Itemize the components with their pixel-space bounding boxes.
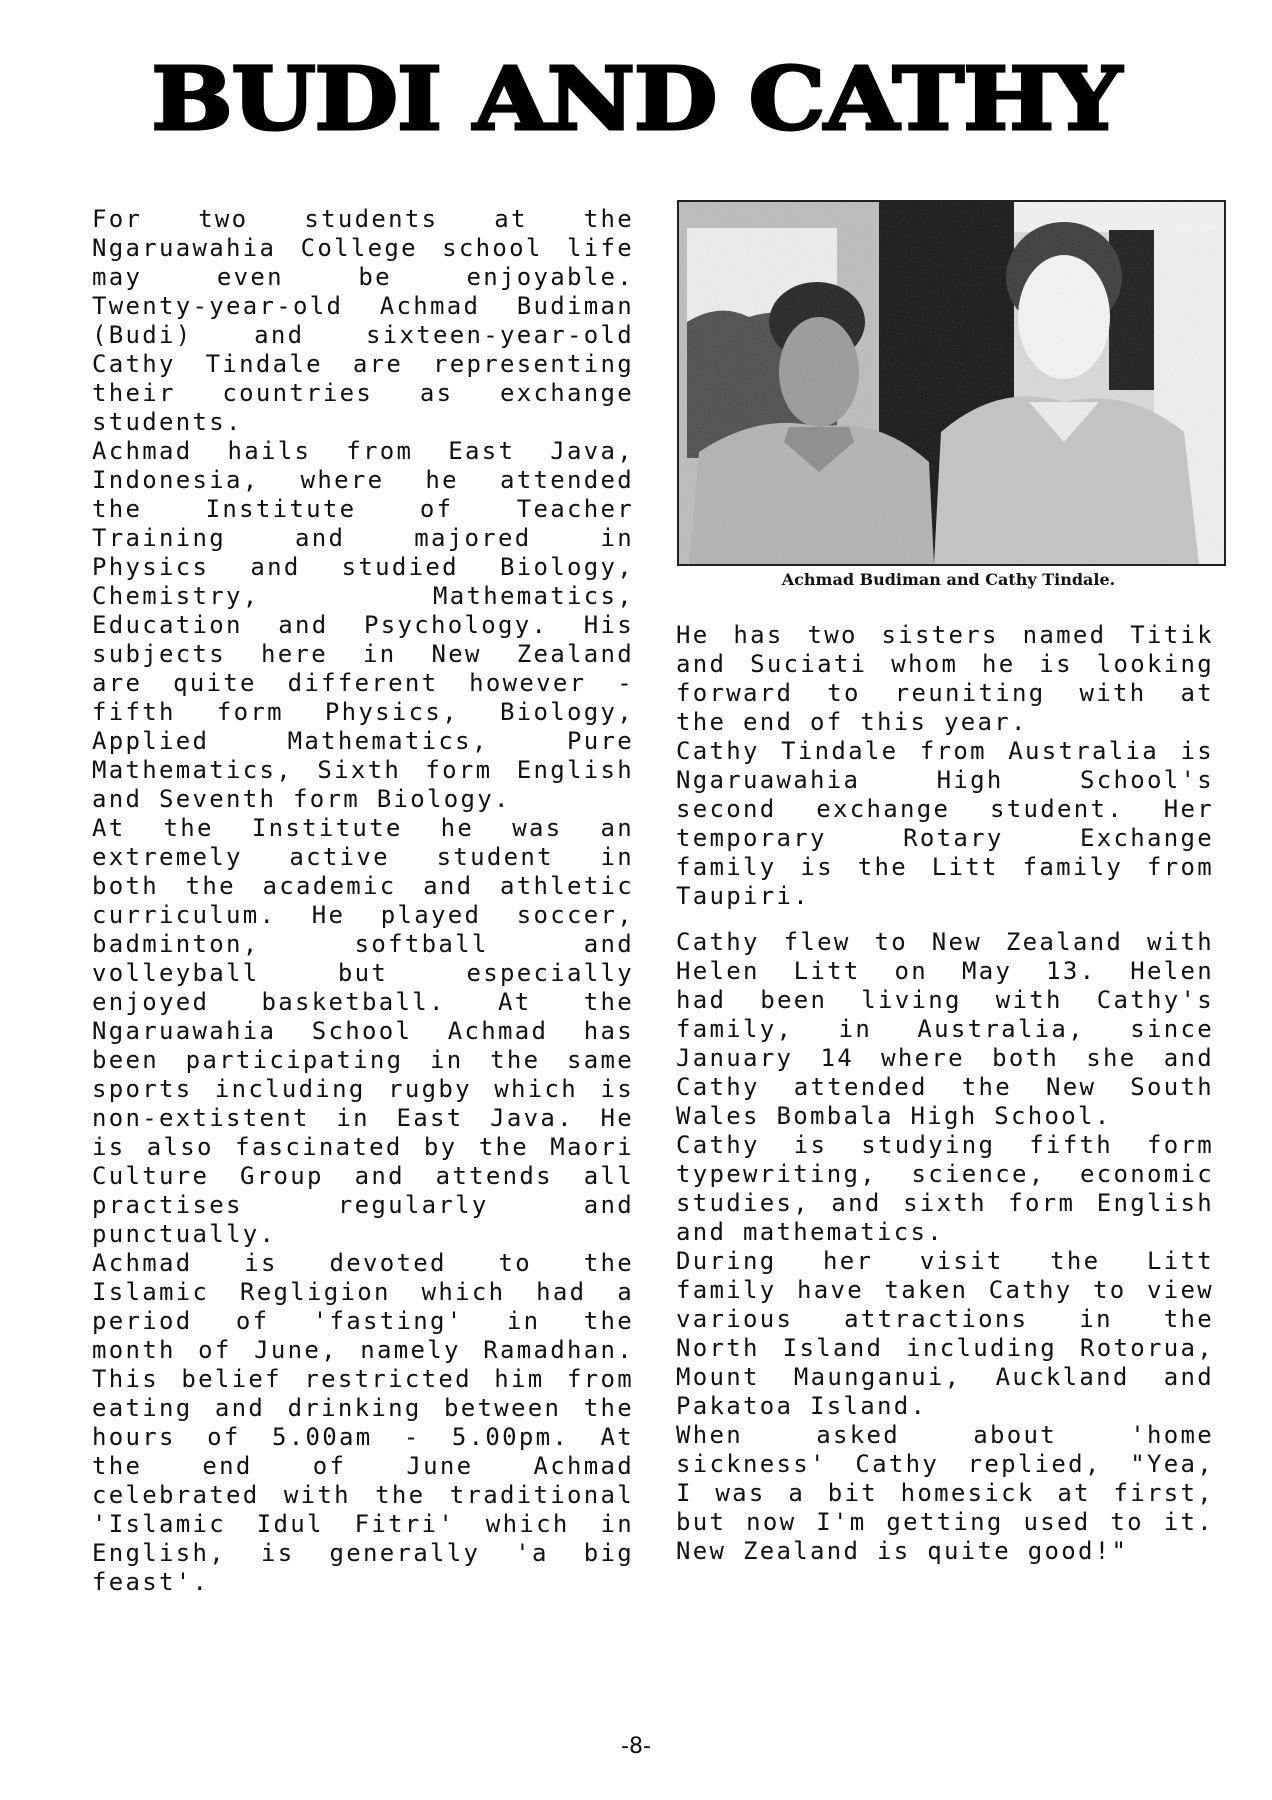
photo <box>677 200 1226 566</box>
text-line: and mathematics. <box>676 1218 944 1246</box>
text-line: curriculum. He played soccer, <box>92 901 634 929</box>
text-line: hours of 5.00am - 5.00pm. At <box>92 1423 634 1451</box>
text-line: Cathy is studying fifth form <box>676 1131 1214 1159</box>
text-line: feast'. <box>92 1568 210 1596</box>
text-line: Cathy attended the New South <box>676 1073 1214 1101</box>
text-line: various attractions in the <box>676 1305 1214 1333</box>
text-line: New Zealand is quite good!" <box>676 1537 1129 1565</box>
text-line: studies, and sixth form English <box>676 1189 1214 1217</box>
text-line: the end of this year. <box>676 708 1028 736</box>
text-line: He has two sisters named Titik <box>676 621 1214 649</box>
text-line: the Institute of Teacher <box>92 495 634 523</box>
text-line: eating and drinking between the <box>92 1394 634 1422</box>
text-line: the end of June Achmad <box>92 1452 634 1480</box>
text-line: practises regularly and <box>92 1191 634 1219</box>
text-line: are quite different however - <box>92 669 634 697</box>
text-line: I was a bit homesick at first, <box>676 1479 1214 1507</box>
text-line: and Seventh form Biology. <box>92 785 511 813</box>
text-line: Physics and studied Biology, <box>92 553 634 581</box>
text-line: temporary Rotary Exchange <box>676 824 1214 852</box>
text-line: sports including rugby which is <box>92 1075 634 1103</box>
text-line: forward to reuniting with at <box>676 679 1214 707</box>
text-line: North Island including Rotorua, <box>676 1334 1214 1362</box>
text-line: Culture Group and attends all <box>92 1162 634 1190</box>
text-line: but now I'm getting used to it. <box>676 1508 1214 1536</box>
text-line: Taupiri. <box>676 882 810 910</box>
photo-caption: Achmad Budiman and Cathy Tindale. <box>781 570 1116 589</box>
text-line: Mathematics, Sixth form English <box>92 756 634 784</box>
text-line: During her visit the Litt <box>676 1247 1214 1275</box>
text-line: At the Institute he was an <box>92 814 634 842</box>
text-line: English, is generally 'a big <box>92 1539 634 1567</box>
text-line: second exchange student. Her <box>676 795 1214 823</box>
text-line: January 14 where both she and <box>676 1044 1214 1072</box>
text-line: their countries as exchange <box>92 379 634 407</box>
text-line: badminton, softball and <box>92 930 634 958</box>
text-line: Applied Mathematics, Pure <box>92 727 634 755</box>
text-line: (Budi) and sixteen-year-old <box>92 321 634 349</box>
text-line: family, in Australia, since <box>676 1015 1214 1043</box>
text-line: is also fascinated by the Maori <box>92 1133 634 1161</box>
text-line: may even be enjoyable. <box>92 263 634 291</box>
text-line: family is the Litt family from <box>676 853 1214 881</box>
text-line: This belief restricted him from <box>92 1365 634 1393</box>
text-line: Training and majored in <box>92 524 634 552</box>
text-line: Helen Litt on May 13. Helen <box>676 957 1214 985</box>
text-line: punctually. <box>92 1220 277 1248</box>
text-line: students. <box>92 408 243 436</box>
text-line: Indonesia, where he attended <box>92 466 634 494</box>
text-line: family have taken Cathy to view <box>676 1276 1214 1304</box>
text-line: enjoyed basketball. At the <box>92 988 634 1016</box>
text-line: volleyball but especially <box>92 959 634 987</box>
page-number: -8- <box>621 1734 651 1759</box>
text-line: both the academic and athletic <box>92 872 634 900</box>
text-line: Achmad is devoted to the <box>92 1249 634 1277</box>
text-line: month of June, namely Ramadhan. <box>92 1336 634 1364</box>
article-title: BUDI AND CATHY <box>151 49 1121 150</box>
text-line: When asked about 'home <box>676 1421 1214 1449</box>
text-line: celebrated with the traditional <box>92 1481 634 1509</box>
text-line: For two students at the <box>92 205 634 233</box>
text-line: and Suciati whom he is looking <box>676 650 1214 678</box>
text-line: had been living with Cathy's <box>676 986 1214 1014</box>
text-line: Islamic Regligion which had a <box>92 1278 634 1306</box>
text-line: Cathy Tindale from Australia is <box>676 737 1214 765</box>
right-column-top <box>676 621 1214 911</box>
text-line: been participating in the same <box>92 1046 634 1074</box>
text-line: sickness' Cathy replied, "Yea, <box>676 1450 1214 1478</box>
right-column-bottom <box>676 928 1214 1566</box>
text-line: fifth form Physics, Biology, <box>92 698 634 726</box>
text-line: subjects here in New Zealand <box>92 640 634 668</box>
text-line: Ngaruawahia High School's <box>676 766 1214 794</box>
photo-image <box>679 202 1224 564</box>
text-line: Ngaruawahia College school life <box>92 234 634 262</box>
text-line: Twenty-year-old Achmad Budiman <box>92 292 634 320</box>
text-line: typewriting, science, economic <box>676 1160 1214 1188</box>
text-line: Achmad hails from East Java, <box>92 437 634 465</box>
text-line: 'Islamic Idul Fitri' which in <box>92 1510 634 1538</box>
text-line: period of 'fasting' in the <box>92 1307 634 1335</box>
text-line: Mount Maunganui, Auckland and <box>676 1363 1214 1391</box>
text-line: Wales Bombala High School. <box>676 1102 1112 1130</box>
text-line: Ngaruawahia School Achmad has <box>92 1017 634 1045</box>
text-line: Cathy Tindale are representing <box>92 350 634 378</box>
text-line: Chemistry, Mathematics, <box>92 582 634 610</box>
text-line: extremely active student in <box>92 843 634 871</box>
left-column <box>92 205 634 1597</box>
text-line: Education and Psychology. His <box>92 611 634 639</box>
text-line: Pakatoa Island. <box>676 1392 928 1420</box>
text-line: Cathy flew to New Zealand with <box>676 928 1214 956</box>
text-line: non-extistent in East Java. He <box>92 1104 634 1132</box>
